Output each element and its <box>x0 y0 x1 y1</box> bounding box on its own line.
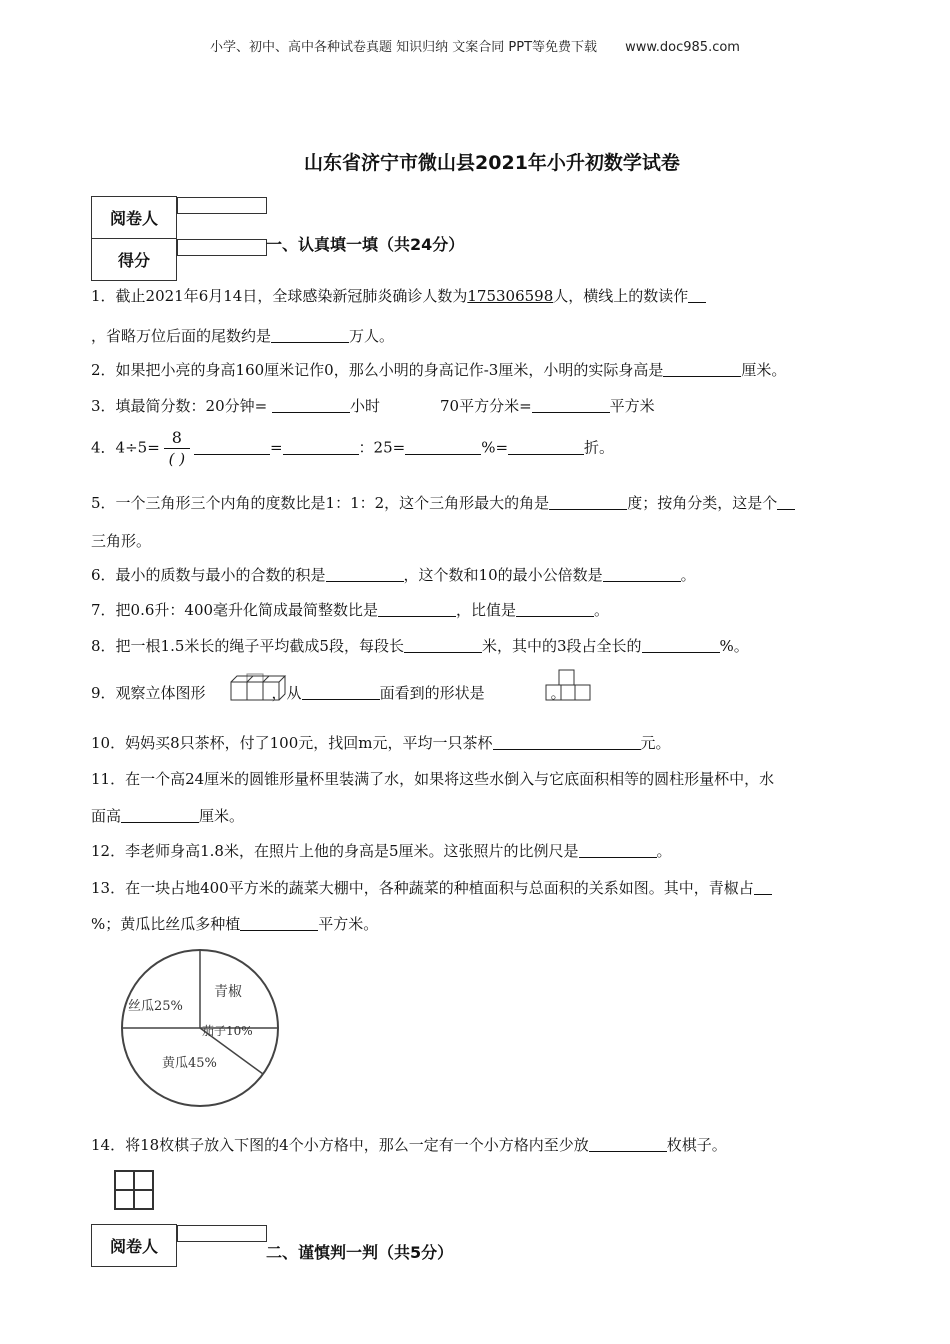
question-1 <box>91 285 706 306</box>
cubes-solid-figure <box>229 672 289 704</box>
q5-text-b: 度；按角分类，这是个 <box>627 494 778 512</box>
q7-text-b: ，比值是 <box>456 601 517 619</box>
q7-blank-2[interactable] <box>516 601 594 617</box>
question-13 <box>91 877 772 898</box>
q3-blank-1[interactable] <box>272 397 350 413</box>
q2-text-a: 2．如果把小亮的身高160厘米记作0，那么小明的身高记作-3厘米，小明的实际身高是 <box>91 361 664 379</box>
q6-blank-1[interactable] <box>326 566 404 582</box>
q1-text-b: 人，横线上的数读作 <box>553 287 689 305</box>
q1-blank-1[interactable] <box>688 287 706 303</box>
q13-blank-1[interactable] <box>754 879 772 895</box>
q9-text-d: 。 <box>550 684 566 702</box>
page-header <box>0 36 950 55</box>
question-13-cont <box>91 913 378 934</box>
q6-blank-2[interactable] <box>603 566 681 582</box>
q12-text-a: 12．李老师身高1.8米，在照片上他的身高是5厘米。这张照片的比例尺是 <box>91 842 579 860</box>
q4-equals: = <box>269 438 283 457</box>
q3-blank-2[interactable] <box>532 397 610 413</box>
q7-blank-1[interactable] <box>378 601 456 617</box>
q4-text-a: 4．4÷5= <box>91 438 160 457</box>
section-1-heading: 一、认真填一填（共24分） <box>266 235 465 254</box>
q13-blank-2[interactable] <box>240 915 318 931</box>
q12-text-b: 。 <box>656 842 672 860</box>
question-11-cont <box>91 805 244 826</box>
question-1-cont <box>91 325 394 346</box>
q4-fraction <box>164 428 190 469</box>
four-square-grid <box>113 1169 155 1211</box>
question-10 <box>91 732 671 753</box>
q8-blank-2[interactable] <box>642 637 720 653</box>
q4-text-b: ：25= <box>358 438 406 457</box>
q10-text-a: 10．妈妈买8只茶杯，付了100元，找回m元，平均一只茶杯 <box>91 734 493 752</box>
q9-blank[interactable] <box>302 684 380 700</box>
q1-text-a: 1．截止2021年6月14日，全球感染新冠肺炎确诊人数为 <box>91 287 468 305</box>
q2-text-b: 厘米。 <box>741 361 787 379</box>
reviewer-cell-2 <box>177 1225 267 1242</box>
question-9 <box>91 682 566 703</box>
q4-denominator[interactable]: ( ) <box>168 450 186 468</box>
vegetable-pie-chart <box>118 946 282 1110</box>
question-8 <box>91 635 749 656</box>
page-title: 山东省济宁市微山县2021年小升初数学试卷 <box>304 152 680 174</box>
q9-text-c: 面看到的形状是 <box>379 684 485 702</box>
q4-text-d: 折。 <box>584 438 615 457</box>
q6-text-a: 6．最小的质数与最小的合数的积是 <box>91 566 326 584</box>
question-5-cont: 三角形。 <box>91 532 152 550</box>
q9-text-a: 9．观察立体图形 <box>91 684 206 702</box>
q14-text-a: 14．将18枚棋子放入下图的4个小方格中，那么一定有一个小方格内至少放 <box>91 1136 589 1154</box>
q4-blank-3[interactable] <box>405 439 481 455</box>
q1-text-d: 万人。 <box>349 327 395 345</box>
q6-text-c: 。 <box>680 566 696 584</box>
q13-text-a: 13．在一块占地400平方米的蔬菜大棚中，各种蔬菜的种植面积与总面积的关系如图。其中，青椒占 <box>91 879 754 897</box>
score-label: 得分 <box>92 239 177 281</box>
score-box-1 <box>91 196 268 281</box>
pie-label-qingjiao: 青椒 <box>214 984 242 1000</box>
q5-text-a: 5．一个三角形三个内角的度数比是1：1：2，这个三角形最大的角是 <box>91 494 550 512</box>
question-14 <box>91 1134 727 1155</box>
q11-text-c: 厘米。 <box>199 807 245 825</box>
q4-numerator: 8 <box>164 428 190 449</box>
q3-text-b: 小时 <box>349 397 380 415</box>
q2-blank[interactable] <box>663 361 741 377</box>
question-3 <box>91 395 655 416</box>
q1-blank-2[interactable] <box>271 327 349 343</box>
q4-blank-4[interactable] <box>508 439 584 455</box>
q5-blank-2[interactable] <box>777 494 795 510</box>
q12-blank[interactable] <box>579 842 657 858</box>
q3-text-c: 70平方分米= <box>440 397 532 415</box>
score-cell <box>177 239 267 256</box>
question-2 <box>91 359 786 380</box>
q6-text-b: ，这个数和10的最小公倍数是 <box>403 566 603 584</box>
q1-text-c: ，省略万位后面的尾数约是 <box>91 327 272 345</box>
reviewer-label-2: 阅卷人 <box>92 1225 177 1267</box>
q8-text-a: 8．把一根1.5米长的绳子平均截成5段，每段长 <box>91 637 404 655</box>
reviewer-label: 阅卷人 <box>92 197 177 239</box>
q4-blank-2[interactable] <box>283 439 359 455</box>
q10-text-b: 元。 <box>640 734 671 752</box>
q14-text-b: 枚棋子。 <box>666 1136 727 1154</box>
q10-blank[interactable] <box>493 734 641 750</box>
q4-text-c: %= <box>481 438 509 457</box>
pie-label-qiezi: 茄子10% <box>202 1024 253 1038</box>
question-5 <box>91 492 795 513</box>
q13-text-b: %；黄瓜比丝瓜多种植 <box>91 915 241 933</box>
q7-text-c: 。 <box>594 601 610 619</box>
q8-text-c: %。 <box>719 637 749 655</box>
question-12 <box>91 840 672 861</box>
q3-text-d: 平方米 <box>609 397 655 415</box>
pie-label-huanggua: 黄瓜45% <box>162 1056 217 1071</box>
question-7 <box>91 599 609 620</box>
q13-text-c: 平方米。 <box>318 915 379 933</box>
section-2-heading: 二、谨慎判一判（共5分） <box>266 1243 454 1262</box>
q7-text-a: 7．把0.6升：400毫升化简成最简整数比是 <box>91 601 379 619</box>
q8-text-b: 米，其中的3段占全长的 <box>481 637 642 655</box>
header-site[interactable]: www.doc985.com <box>625 40 740 55</box>
q11-text-b: 面高 <box>91 807 122 825</box>
q4-blank-1[interactable] <box>194 439 270 455</box>
front-view-shape <box>544 668 592 702</box>
question-4 <box>91 428 614 469</box>
question-11: 11．在一个高24厘米的圆锥形量杯里装满了水，如果将这些水倒入与它底面积相等的圆柱形量杯中，水 <box>91 770 775 788</box>
q9-text-b: ，从 <box>271 684 302 702</box>
q14-blank[interactable] <box>589 1136 667 1152</box>
q8-blank-1[interactable] <box>404 637 482 653</box>
reviewer-cell <box>177 197 267 214</box>
pie-label-sigua: 丝瓜25% <box>128 999 183 1014</box>
q5-blank-1[interactable] <box>549 494 627 510</box>
q3-text-a: 3．填最简分数：20分钟= <box>91 397 268 415</box>
question-6 <box>91 564 696 585</box>
score-box-2 <box>91 1224 267 1267</box>
q1-number: 175306598 <box>467 287 554 305</box>
header-text: 小学、初中、高中各种试卷真题 知识归纳 文案合同 PPT等免费下载 <box>210 40 598 55</box>
q11-blank[interactable] <box>121 807 199 823</box>
